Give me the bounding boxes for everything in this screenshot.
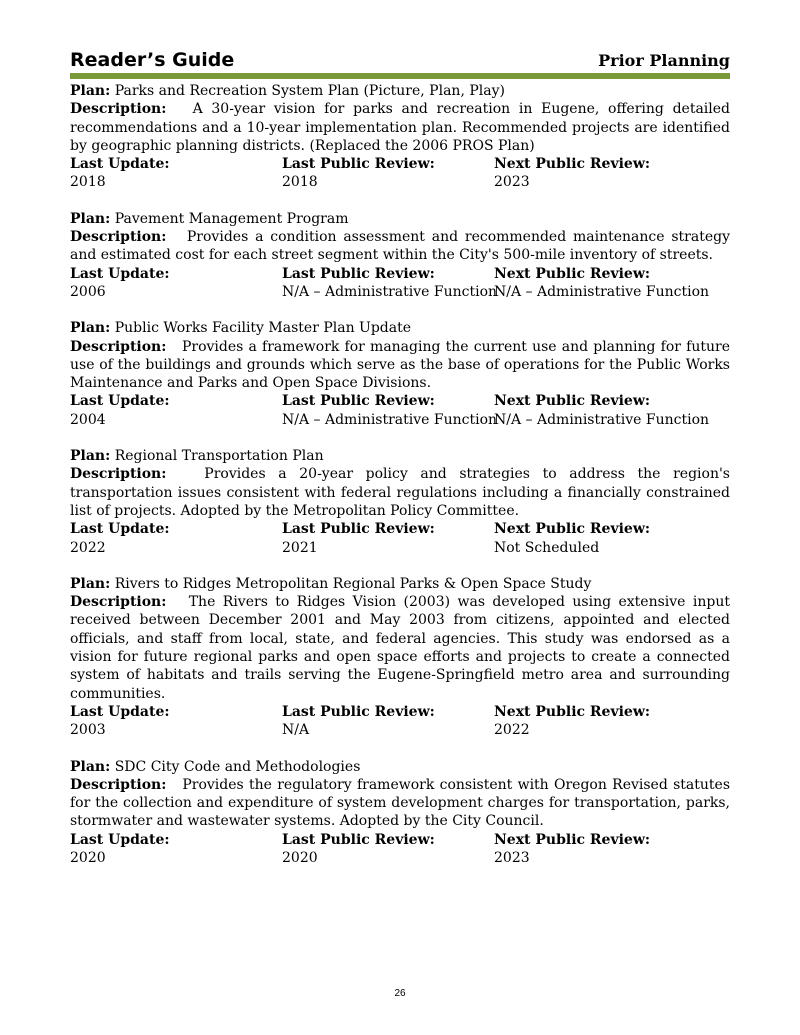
last-public-review-label: Last Public Review: — [282, 156, 435, 173]
plan-label: Plan: — [70, 210, 111, 227]
last-public-review-label: Last Public Review: — [282, 521, 435, 538]
last-update-value: 2004 — [70, 411, 106, 428]
plan-name: Regional Transportation Plan — [114, 448, 324, 465]
last-public-review-value: N/A — [282, 722, 310, 739]
plan-label: Plan: — [70, 83, 111, 99]
plan-entry — [70, 319, 730, 429]
plan-entry — [70, 447, 730, 557]
last-public-review-value: 2018 — [282, 174, 318, 191]
plan-label: Plan: — [70, 448, 111, 465]
last-public-review-value: N/A – Administrative Function — [282, 283, 498, 300]
last-public-review-label: Last Public Review: — [282, 265, 435, 282]
page-number: 26 — [394, 988, 406, 999]
next-public-review-label: Next Public Review: — [494, 703, 651, 720]
plan-name-line — [70, 319, 730, 337]
last-public-review-value: 2021 — [282, 539, 318, 556]
plan-name: Pavement Management Program — [114, 210, 349, 227]
plan-review-grid — [70, 265, 730, 302]
plan-review-grid — [70, 392, 730, 429]
plan-name: Public Works Facility Master Plan Update — [114, 320, 412, 337]
next-public-review-value: 2023 — [494, 174, 530, 191]
plan-description-line — [70, 338, 730, 393]
plan-description-line — [70, 776, 730, 831]
plan-review-grid — [70, 155, 730, 192]
last-public-review-label: Last Public Review: — [282, 831, 435, 848]
last-update-value: 2003 — [70, 722, 106, 739]
next-public-review-value: 2023 — [494, 849, 530, 866]
description-label: Description: — [70, 594, 167, 611]
plan-entry — [70, 758, 730, 868]
next-public-review-label: Next Public Review: — [494, 393, 651, 410]
last-update-label: Last Update: — [70, 831, 170, 848]
plan-entry — [70, 575, 730, 740]
plan-review-grid — [70, 520, 730, 557]
description-label: Description: — [70, 338, 167, 355]
plan-entry — [70, 82, 730, 192]
section-title: Prior Planning — [598, 51, 730, 70]
last-public-review-label: Last Public Review: — [282, 703, 435, 720]
plan-list — [70, 82, 730, 885]
plan-label: Plan: — [70, 758, 111, 775]
plan-label: Plan: — [70, 320, 111, 337]
plan-description-line — [70, 465, 730, 520]
plan-name: Rivers to Ridges Metropolitan Regional Parks & Open Space Study — [114, 575, 592, 592]
next-public-review-value: N/A – Administrative Function — [494, 283, 710, 300]
description-label: Description: — [70, 776, 167, 793]
last-public-review-value: 2020 — [282, 849, 318, 866]
next-public-review-label: Next Public Review: — [494, 156, 651, 173]
plan-description-line — [70, 228, 730, 265]
last-public-review-value: N/A – Administrative Function — [282, 411, 498, 428]
next-public-review-label: Next Public Review: — [494, 831, 651, 848]
plan-description: Provides a framework for managing the current use and planning for future use of the buildings and grounds which serve as the base of operations for the Public Works Maintenance and Parks and Open Space Divisions. — [70, 338, 730, 392]
plan-description: Provides a condition assessment and recommended maintenance strategy and estimated cost for each street segment within the City's 500-mile inventory of streets. — [70, 229, 730, 264]
plan-entry — [70, 210, 730, 301]
next-public-review-value: N/A – Administrative Function — [494, 411, 710, 428]
plan-description: The Rivers to Ridges Vision (2003) was developed using extensive input received between December 2001 and May 2003 from citizens, appointed and elected officials, and staff from local, state, and federal agencies. This study was endorsed as a vision for future regional parks and open space efforts and projects to create a connected system of habitats and trails serving the Eugene-Springfield metro area and surrounding communities. — [70, 594, 730, 702]
last-update-label: Last Update: — [70, 156, 170, 173]
page-title: Reader’s Guide — [70, 49, 235, 71]
plan-name-line — [70, 758, 730, 776]
last-update-label: Last Update: — [70, 703, 170, 720]
description-label: Description: — [70, 466, 167, 483]
plan-name-line — [70, 447, 730, 465]
plan-name: Parks and Recreation System Plan (Picture, Plan, Play) — [114, 83, 505, 99]
plan-review-grid — [70, 703, 730, 740]
last-update-value: 2022 — [70, 539, 106, 556]
plan-review-grid — [70, 831, 730, 868]
last-update-label: Last Update: — [70, 265, 170, 282]
last-update-value: 2006 — [70, 283, 106, 300]
plan-name: SDC City Code and Methodologies — [114, 758, 361, 775]
plan-name-line — [70, 82, 730, 100]
next-public-review-label: Next Public Review: — [494, 521, 651, 538]
description-label: Description: — [70, 101, 167, 118]
description-label: Description: — [70, 229, 167, 246]
plan-name-line — [70, 210, 730, 228]
last-update-label: Last Update: — [70, 393, 170, 410]
plan-name-line — [70, 575, 730, 593]
plan-description: Provides the regulatory framework consistent with Oregon Revised statutes for the collection and expenditure of system development charges for transportation, parks, stormwater and wastewater systems. Adopted by the City Council. — [70, 776, 730, 830]
page-header — [70, 48, 730, 72]
next-public-review-label: Next Public Review: — [494, 265, 651, 282]
plan-description-line — [70, 100, 730, 155]
plan-label: Plan: — [70, 575, 111, 592]
plan-description-line — [70, 593, 730, 703]
last-update-value: 2018 — [70, 174, 106, 191]
plan-description: Provides a 20-year policy and strategies to address the region's transportation issues consistent with federal regulations including a financially constrained list of projects. Adopted by the Metropolitan Policy Committee. — [70, 466, 730, 519]
last-update-value: 2020 — [70, 849, 106, 866]
last-update-label: Last Update: — [70, 521, 170, 538]
header-rule — [70, 73, 730, 79]
next-public-review-value: Not Scheduled — [494, 539, 600, 556]
last-public-review-label: Last Public Review: — [282, 393, 435, 410]
next-public-review-value: 2022 — [494, 722, 530, 739]
plan-description: A 30-year vision for parks and recreation in Eugene, offering detailed recommendations and a 10-year implementation plan. Recommended projects are identified by geographic planning districts. (Replaced the 2006 PROS Plan) — [70, 101, 730, 154]
